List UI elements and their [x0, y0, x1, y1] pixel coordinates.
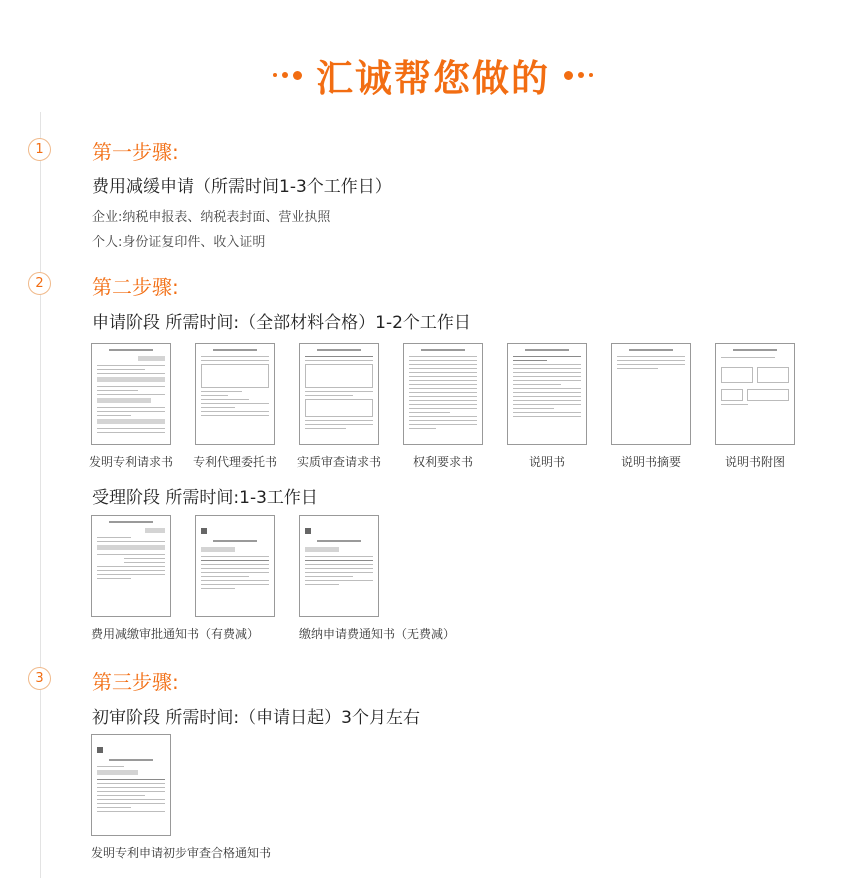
page-title-row — [0, 52, 866, 98]
doc-card-abstract[interactable] — [611, 343, 691, 469]
doc-thumbnail — [91, 515, 171, 617]
doc-thumbnail — [611, 343, 691, 445]
doc-thumbnail — [299, 343, 379, 445]
doc-label: 说明书 — [528, 455, 566, 469]
doc-thumbnail — [195, 515, 275, 617]
doc-thumbnail — [299, 515, 379, 617]
step-3-circle: 3 — [28, 667, 51, 690]
step-1-line-personal: 个人:身份证复印件、收入证明 — [92, 235, 266, 250]
doc-label: 发明专利申请初步审查合格通知书 — [91, 846, 272, 860]
doc-card-invention-request[interactable] — [88, 343, 174, 469]
doc-label: 发明专利请求书 — [88, 455, 174, 469]
page-title: 汇诚帮您做的 — [316, 57, 550, 100]
doc-label: 实质审查请求书 — [296, 455, 382, 469]
doc-card-drawings[interactable] — [715, 343, 795, 469]
step-3-subheading: 初审阶段 所需时间:（申请日起）3个月左右 — [92, 708, 420, 728]
step-3-heading: 第三步骤: — [92, 670, 179, 694]
doc-label: 缴纳申请费通知书（无费减） — [299, 627, 456, 641]
doc-card-agent-authorization[interactable] — [192, 343, 278, 469]
doc-thumbnail — [715, 343, 795, 445]
doc-card-claims[interactable] — [403, 343, 483, 469]
doc-card-substantive-exam[interactable] — [296, 343, 382, 469]
right-dots-decoration — [564, 71, 593, 80]
timeline-line — [40, 112, 41, 878]
doc-card-fee-reduction-notice[interactable] — [91, 515, 260, 641]
step-1-line-company: 企业:纳税申报表、纳税表封面、营业执照 — [92, 210, 331, 225]
doc-label: 费用减缴审批通知书（有费减） — [91, 627, 260, 641]
step-2-acceptance-subheading: 受理阶段 所需时间:1-3工作日 — [92, 488, 318, 508]
doc-label: 专利代理委托书 — [192, 455, 278, 469]
doc-thumbnail — [403, 343, 483, 445]
step-1-circle: 1 — [28, 138, 51, 161]
doc-card-fee-payment-notice-a[interactable] — [195, 515, 275, 617]
doc-thumbnail — [91, 343, 171, 445]
step-2-heading: 第二步骤: — [92, 275, 179, 299]
doc-thumbnail — [91, 734, 171, 836]
doc-label: 权利要求书 — [412, 455, 474, 469]
step-1-heading: 第一步骤: — [92, 140, 179, 164]
left-dots-decoration — [273, 71, 302, 80]
doc-card-fee-payment-notice[interactable] — [299, 515, 456, 641]
doc-card-specification[interactable] — [507, 343, 587, 469]
doc-label: 说明书摘要 — [620, 455, 682, 469]
doc-card-preliminary-exam-notice[interactable] — [91, 734, 272, 860]
step-2-circle: 2 — [28, 272, 51, 295]
doc-thumbnail — [195, 343, 275, 445]
doc-thumbnail — [507, 343, 587, 445]
step-2-subheading: 申请阶段 所需时间:（全部材料合格）1-2个工作日 — [92, 313, 471, 333]
doc-label: 说明书附图 — [724, 455, 786, 469]
step-1-subheading: 费用减缓申请（所需时间1-3个工作日） — [92, 177, 392, 197]
